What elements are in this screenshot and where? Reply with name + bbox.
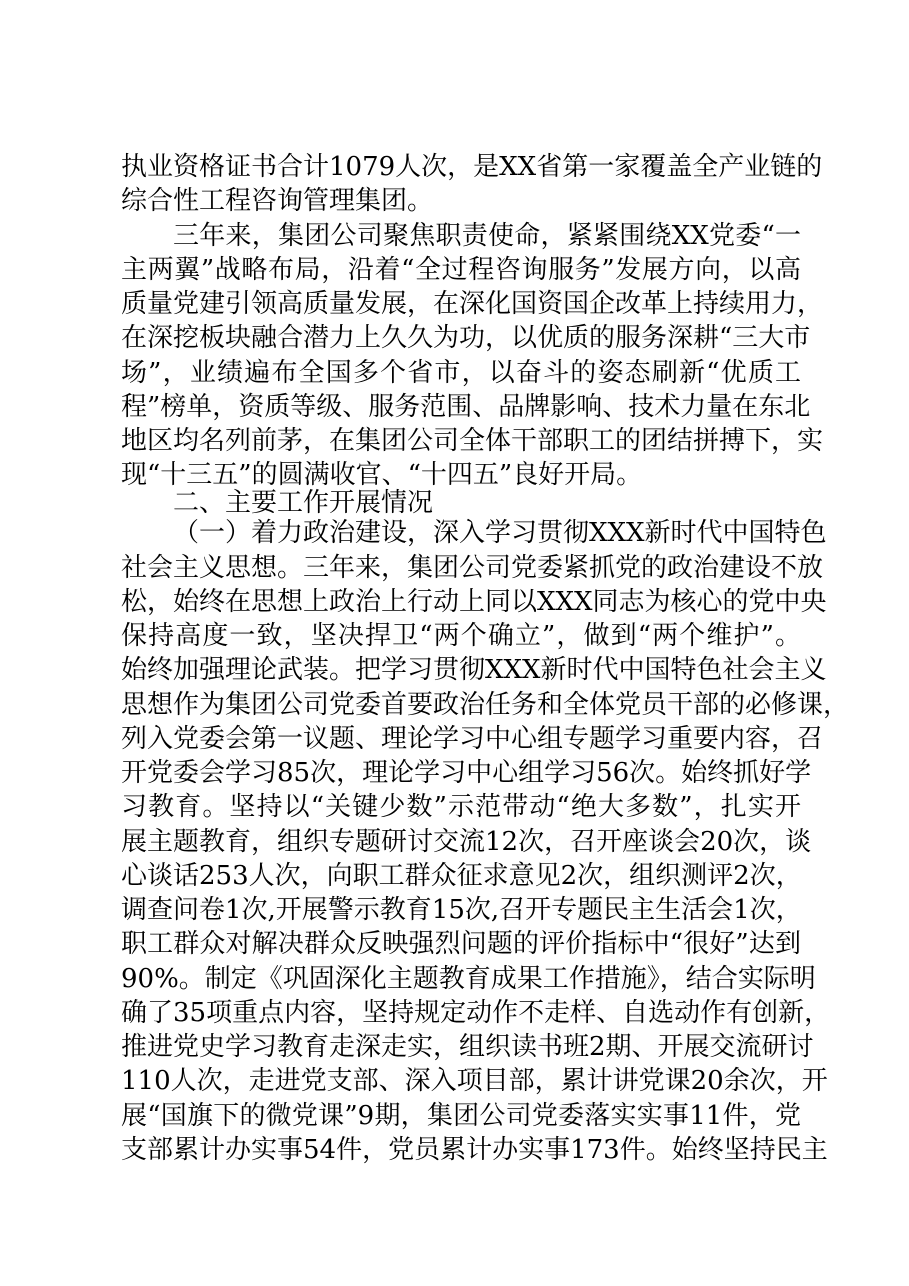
subsection-heading-line: （一）着力政治建设，深入学习贯彻XXX新时代中国特色 — [173, 518, 827, 548]
paragraph-line: 现“十三五”的圆满收官、“十四五”良好开局。 — [121, 460, 643, 490]
paragraph-line: 列入党委会第一议题、理论学习中心组专题学习重要内容，召 — [121, 724, 824, 754]
paragraph-line: 90%。制定《巩固深化主题教育成果工作措施》，结合实际明 — [121, 964, 816, 994]
paragraph-line: 推进党史学习教育走深走实，组织读书班2期、开展交流研讨 — [121, 1032, 814, 1062]
paragraph-line: 地区均名列前茅，在集团公司全体干部职工的团结拼搏下，实 — [121, 426, 824, 456]
paragraph-line: 执业资格证书合计1079人次，是XX省第一家覆盖全产业链的 — [121, 152, 823, 182]
paragraph-line: 始终加强理论武装。把学习贯彻XXX新时代中国特色社会主义 — [121, 655, 827, 685]
paragraph-line: 在深挖板块融合潜力上久久为功，以优质的服务深耕“三大市 — [121, 323, 811, 353]
paragraph-line: 三年来，集团公司聚焦职责使命，紧紧围绕XX党委“一 — [173, 221, 801, 251]
paragraph-line: 场”，业绩遍布全国多个省市，以奋斗的姿态刷新“优质工 — [121, 358, 801, 388]
paragraph-line: 展“国旗下的微党课”9期，集团公司党委落实实事11件，党 — [121, 1101, 801, 1131]
paragraph-line: 确了35项重点内容，坚持规定动作不走样、自选动作有创新， — [121, 998, 831, 1028]
paragraph-line: 习教育。坚持以“关键少数”示范带动“绝大多数”，扎实开 — [121, 792, 801, 822]
paragraph-line: 110人次，走进党支部、深入项目部，累计讲党课20余次，开 — [121, 1066, 828, 1096]
paragraph-line: 社会主义思想。三年来，集团公司党委紧抓党的政治建设不放 — [121, 553, 824, 583]
paragraph-line: 主两翼”战略布局，沿着“全过程咨询服务”发展方向，以高 — [121, 255, 801, 285]
paragraph-line: 展主题教育，组织专题研讨交流12次，召开座谈会20次，谈 — [121, 827, 812, 857]
paragraph-line: 综合性工程咨询管理集团。 — [121, 186, 434, 216]
paragraph-line: 程”榜单，资质等级、服务范围、品牌影响、技术力量在东北 — [121, 392, 811, 422]
paragraph-line: 松，始终在思想上政治上行动上同以XXX同志为核心的党中央 — [121, 587, 827, 617]
paragraph-line: 思想作为集团公司党委首要政治任务和全体党员干部的必修课， — [121, 690, 850, 720]
paragraph-line: 心谈话253人次，向职工群众征求意见2次，组织测评2次， — [121, 861, 802, 891]
paragraph-line: 保持高度一致，坚决捍卫“两个确立”，做到“两个维护”。 — [121, 621, 801, 651]
paragraph-line: 调查问卷1次,开展警示教育15次,召开专题民主生活会1次， — [121, 895, 802, 925]
paragraph-line: 质量党建引领高质量发展，在深化国资国企改革上持续用力， — [121, 289, 824, 319]
section-heading: 二、主要工作开展情况 — [173, 488, 434, 518]
paragraph-line: 开党委会学习85次，理论学习中心组学习56次。始终抓好学 — [121, 758, 812, 788]
paragraph-line: 职工群众对解决群众反映强烈问题的评价指标中“很好”达到 — [121, 929, 801, 959]
paragraph-line: 支部累计办实事54件，党员累计办实事173件。始终坚持民主 — [121, 1135, 828, 1165]
